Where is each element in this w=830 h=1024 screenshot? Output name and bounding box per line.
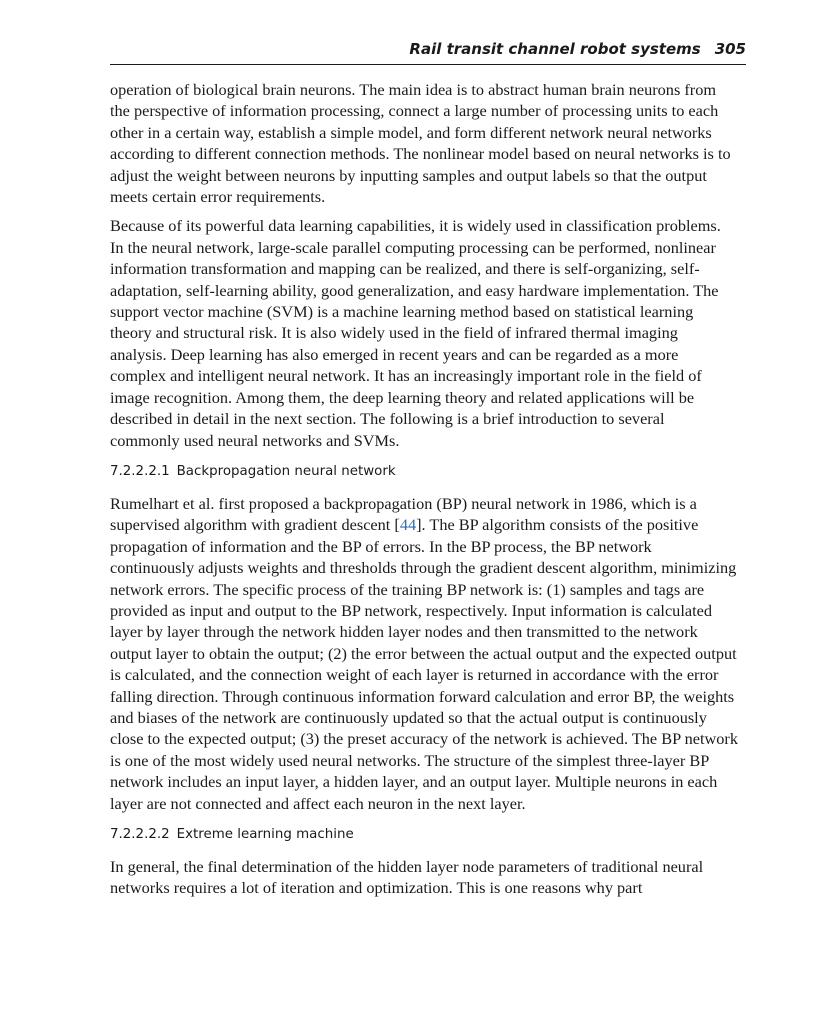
section-heading-backpropagation (110, 463, 738, 481)
paragraph-learning-capabilities: Because of its powerful data learning capabilities, it is widely used in classification problems. In the neural network, large-scale parallel computing processing can be performed, nonlinear information transformation and mapping can be realized, and there is self-organizing, self-adaptation, self-learning ability, good generalization, and easy hardware implementation. The support vector machine (SVM) is a machine learning method based on statistical learning theory and structural risk. It is also widely used in the field of infrared thermal imaging analysis. Deep learning has also emerged in recent years and can be regarded as a more complex and intelligent neural network. It has an increasingly important role in the field of image recognition. Among them, the deep learning theory and related applications will be described in detail in the next section. The following is a brief introduction to several commonly used neural networks and SVMs. (110, 216, 721, 450)
page-body (110, 79, 738, 909)
section-title: Backpropagation neural network (176, 463, 396, 479)
paragraph-text: ]. The BP algorithm consists of the positive propagation of information and the BP of errors. In the BP process, the BP network continuously adjusts weights and thresholds through the gradient descent algorithm, minimizing network errors. The specific process of the training BP network is: (1) samples and tags are provided as input and output to the BP network, respectively. Input information is calculated layer by layer through the network hidden layer nodes and then transmitted to the network output layer to obtain the output; (2) the error between the actual output and the expected output is calculated, and the connection weight of each layer is returned in accordance with the error falling direction. Through continuous information forward calculation and error BP, the weights and biases of the network are continuously updated so that the actual output is continuously close to the expected output; (3) the preset accuracy of the network is achieved. The BP network is one of the most widely used neural networks. The structure of the simplest three-layer BP network includes an input layer, a hidden layer, and an output layer. Multiple neurons in each layer are not connected and affect each neuron in the next layer. (110, 515, 738, 813)
section-title: Extreme learning machine (176, 827, 354, 842)
paragraph-backpropagation (110, 493, 738, 814)
paragraph-extreme-learning-machine: In general, the final determination of the hidden layer node parameters of traditional neural networks requires a lot of iteration and optimization. This is one reasons why part (110, 857, 704, 898)
section-heading-extreme-learning-machine (110, 826, 738, 844)
running-title: Rail transit channel robot systems (409, 40, 701, 58)
section-number: 7.2.2.2.1 (110, 463, 170, 479)
section-number: 7.2.2.2.2 (110, 827, 170, 842)
page-number: 305 (714, 40, 746, 58)
paragraph-neuron-model: operation of biological brain neurons. The main idea is to abstract human brain neurons from the perspective of information processing, connect a large number of processing units to each other in a certain way, establish a simple model, and form different network neural networks according to different connection methods. The nonlinear model based on neural networks is to adjust the weight between neurons by inputting samples and output labels so that the output meets certain error requirements. (110, 80, 731, 207)
page-header (110, 40, 746, 65)
citation-link-44[interactable]: 44 (399, 515, 417, 535)
paragraph-text: Rumelhart et al. first proposed a backpropagation (BP) neural network in 1986, which is a supervised algorithm with gradient descent [ (110, 493, 697, 535)
